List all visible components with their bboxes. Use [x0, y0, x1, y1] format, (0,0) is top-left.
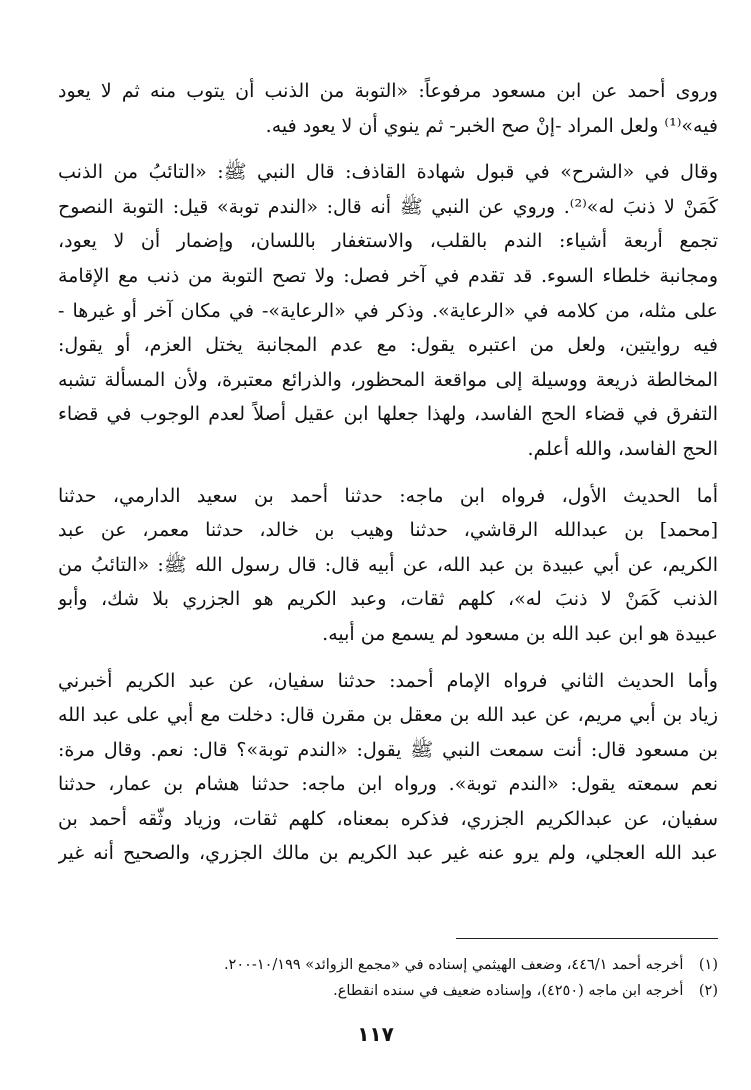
- text-line: بن مسعود قال: أنت سمعت النبي ﷺ يقول: «الندم توبة»؟ قال: نعم. وقال مرة:: [58, 738, 718, 761]
- text-line: كَمَنْ لا ذنبَ له»⁽²⁾. وروي عن النبي ﷺ أنه قال: «الندم توبة» قيل: التوبة النصوح: [58, 195, 718, 218]
- text-line: الذنب كَمَنْ لا ذنبَ له»، كلهم ثقات، وعبد الكريم هو الجزري بلا شك، وأبو: [58, 588, 718, 611]
- text-line: فيه روايتين، ولعل من اعتبره يقول: مع عدم المجانبة يختل العزم، أو يقول:: [58, 334, 718, 357]
- text-line: الحج الفاسد، والله أعلم.: [527, 437, 718, 460]
- footnote-divider: [456, 938, 718, 939]
- footnote-number: (٢): [698, 983, 718, 999]
- text-line: عبد الله العجلي، ولم يرو عنه غير عبد الكريم بن مالك الجزري، والصحيح أنه غير: [58, 842, 718, 865]
- paragraph-3: [58, 479, 718, 652]
- footnote-1: [58, 952, 718, 978]
- footnotes: [58, 952, 718, 1004]
- page-body: [58, 74, 718, 871]
- text-line: وقال في «الشرح» في قبول شهادة القاذف: قال النبي ﷺ: «التائبُ من الذنب: [58, 161, 718, 184]
- text-line: نعم سمعته يقول: «الندم توبة». ورواه ابن ماجه: حدثنا هشام بن عمار، حدثنا: [58, 773, 718, 796]
- text-line: المخالطة ذريعة ووسيلة إلى مواقعة المحظور، والذرائع معتبرة، ولأن المسألة تشبه: [58, 368, 718, 391]
- text-line: تجمع أربعة أشياء: الندم بالقلب، والاستغفار باللسان، وإضمار أن لا يعود،: [58, 230, 718, 253]
- text-line: أما الحديث الأول، فرواه ابن ماجه: حدثنا أحمد بن سعيد الدارمي، حدثنا: [58, 484, 718, 507]
- text-line: الكريم، عن أبي عبيدة بن عبد الله، عن أبيه قال: قال رسول الله ﷺ: «التائبُ من: [58, 553, 718, 576]
- text-line: فيه»⁽¹⁾ ولعل المراد -إنْ صح الخبر- ثم ينوي أن لا يعود فيه.: [265, 114, 718, 137]
- footnote-text: أخرجه ابن ماجه (٤٢٥٠)، وإسناده ضعيف في سنده انقطاع.: [333, 983, 684, 999]
- footnote-number: (١): [698, 957, 718, 973]
- footnote-2: [58, 978, 718, 1004]
- text-line: على مثله، من كلامه في «الرعاية». وذكر في «الرعاية»- في مكان آخر أو غيرها -: [58, 299, 718, 322]
- text-line: التفرق في قضاء الحج الفاسد، ولهذا جعلها ابن عقيل أصلاً لعدم الوجوب في قضاء: [58, 403, 718, 426]
- paragraph-4: [58, 664, 718, 872]
- footnote-text: أخرجه أحمد ٤٤٦/١، وضعف الهيثمي إسناده في «مجمع الزوائد» ١٠/١٩٩-٢٠٠.: [223, 957, 684, 973]
- page-number: ١١٧: [357, 1022, 394, 1046]
- text-line: وأما الحديث الثاني فرواه الإمام أحمد: حدثنا سفيان، عن عبد الكريم أخبرني: [58, 669, 718, 692]
- paragraph-1: [58, 74, 718, 143]
- text-line: وروى أحمد عن ابن مسعود مرفوعاً: «التوبة من الذنب أن يتوب منه ثم لا يعود: [58, 80, 718, 102]
- paragraph-2: [58, 155, 718, 466]
- text-line: زياد بن أبي مريم، عن عبد الله بن معقل بن مقرن قال: دخلت مع أبي على عبد الله: [58, 704, 718, 727]
- text-line: ومجانبة خلطاء السوء. قد تقدم في آخر فصل: ولا تصح التوبة من ذنب مع الإقامة: [58, 264, 718, 287]
- text-line: سفيان، عن عبدالكريم الجزري، فذكره بمعناه، كلهم ثقات، وزياد وثّقه أحمد بن: [58, 807, 718, 830]
- text-line: [محمد] بن عبدالله الرقاشي، حدثنا وهيب بن خالد، حدثنا معمر، عن عبد: [58, 519, 718, 542]
- text-line: عبيدة هو ابن عبد الله بن مسعود لم يسمع من أبيه.: [322, 622, 718, 645]
